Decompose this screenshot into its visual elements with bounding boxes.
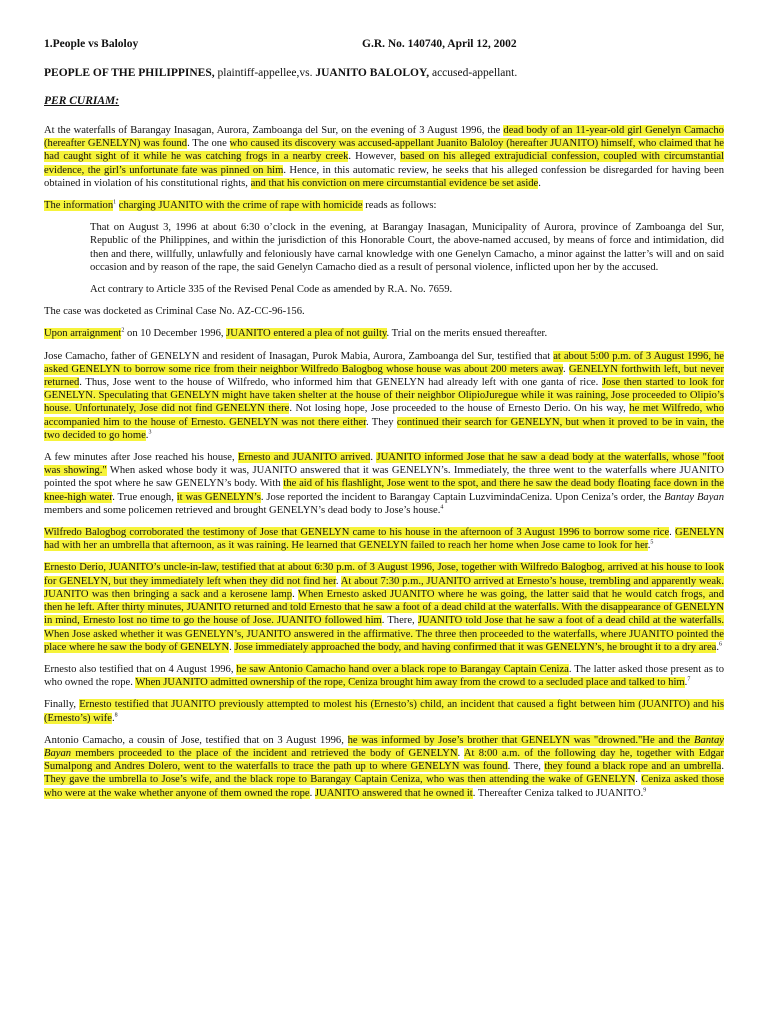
text-run: . [538,177,541,189]
text-run: Antonio Camacho, a cousin of Jose, testified that on 3 August 1996, [44,734,348,746]
highlighted-text: . After thirty minutes, JUANITO returned and told Ernesto that he saw a foot of a dead child at the waterfalls [91,602,557,614]
footnote-ref: 4 [440,504,444,511]
highlighted-text: JUANITO informed Jose that he saw a dead body at the waterfalls, whose "foot was showing." [44,452,725,477]
highlighted-text: GENELYN had with her an umbrella that afternoon, as it was raining. He learned that GENELYN failed to reach her home when Jose came to look for her [44,527,724,552]
text-run: . [335,575,341,587]
highlighted-text: Ernesto testified that JUANITO previously attempted to molest his (Ernesto’s) child, an incident that caused a fight between him (JUANITO) and his (Ernesto’s) wife [44,699,724,724]
para-ernesto-juanito-arrived [44,451,724,517]
text-run: That on August 3, 1996 at about 6:30 o’clock in the evening, at Barangay Inasagan, Municipality of Aurora, province of Zamboanga del Sur, Republic of the Philippines, and within the jurisdiction of this Honorable Court, the above-named accused, by means of force and intimidation, did then and there, willfully, unlawfully and feloniously have carnal knowledge with one Genelyn Camacho, a minor against the latter’s will and on said occasion and by reason of the rape, the said Genelyn Camacho died as a result of personal violence, inflicted upon her by the accused. [90,222,724,273]
text-run: . [716,641,720,653]
highlighted-text: at about 5:00 p.m. of 3 August 1996, he asked GENELYN to borrow some rice from their neighbor Wilfredo Balogbog whose house was about 200 meters away [44,350,724,375]
per-curiam-heading: PER CURIAM: [44,95,120,107]
highlighted-text: Upon arraignment [44,328,122,340]
highlighted-text: they found a black rope and an umbrella [544,761,722,773]
text-run: . [669,527,676,539]
text-run: . Jose reported the incident to Barangay Captain LuzvimindaCeniza. Upon Ceniza’s order, the [260,491,665,503]
text-run: . [647,540,651,552]
highlighted-text: charging JUANITO with the crime of rape with homicide [118,200,363,212]
footnote-ref: 3 [148,429,152,436]
highlighted-text: . Unfortunately, Jose did not find GENELYN there [68,403,290,415]
highlighted-text: . With the disappearance of GENELYN in mind, Ernesto lost no time to go the house of Jose. JUANITO followed him [44,602,725,627]
highlighted-text: he met Wilfredo, who accompanied him to the house of Ernesto. GENELYN was not there either [44,403,724,428]
text-run: . [684,677,688,689]
text-run: . Thus, Jose went to the house of Wilfredo, who informed him that GENELYN had already left with one ganta of rice. [79,377,602,389]
highlighted-text: When Ernesto asked JUANITO where he was going, the latter said that he would catch frogs, and then he left [44,588,725,614]
highlighted-text: At 8:00 a.m. of the following day he, together with Edgar Sumalpong and Andres Dolero, went to the waterfalls to trace the path up to where GENELYN was found [44,747,724,773]
highlighted-text: They gave the umbrella to Jose’s wife, and the black rope to Barangay Captain Ceniza, who was then attending the wake of GENELYN [44,774,636,786]
highlighted-text: Ernesto and JUANITO arrived [238,452,371,464]
case-label: 1.People vs Baloloy [44,38,139,50]
text-run: . [457,747,464,759]
para-docket [44,305,724,318]
highlighted-text: based on his alleged extrajudicial confession, coupled with circumstantial evidence, the girl’s unfortunate fate was pinned on him [44,151,724,176]
highlighted-text: Ernesto Derio, JUANITO’s uncle-in-law, testified that at about 6:30 p.m. of 3 August 1996, Jose, together with Wilfredo Balogbog, arrived at his house to look for GENELYN, but they immediately left when they did not find her [44,562,724,587]
highlighted-text: Jose immediately approached the body, and having confirmed that it was GENELYN’s, he brought it to a dry area [234,641,717,653]
accused-role: accused-appellant. [429,67,518,79]
text-run: . Hence, in this automatic review, he seeks that his alleged confession be disregarded for having been obtained in violation of his constitutional rights, [44,164,724,189]
footnote-ref: 6 [719,641,723,648]
text-run: . The one [187,138,230,150]
highlighted-text: he was informed by Jose’s brother that GENELYN was "drowned."He and the [347,734,694,746]
footnote-ref: 9 [643,787,647,793]
highlighted-text: dead body of an 11-year-old girl Genelyn Camacho (hereafter GENELYN) was found [44,125,724,150]
para-act-contrary [90,283,724,296]
highlighted-text: Jose then started to look for GENELYN [44,377,724,402]
text-run: . [111,712,115,724]
document-body [44,124,724,809]
highlighted-text: JUANITO told Jose that he saw a foot of a dead child at the waterfalls. When Jose asked whether it was GENELYN’s, JUANITO answered in the affirmative. The three then proceeded to the waterfalls, where JUANITO pointed the place where he saw the body of GENELYN [44,615,724,653]
highlighted-text: The information [44,200,114,212]
highlighted-text: Ceniza asked those who were at the wake whether anyone of them owned the rope [44,774,724,799]
highlighted-text: members proceeded to the place of the incident and retrieved the body of GENELYN [71,747,458,759]
text-run: reads as follows: [362,200,437,212]
highlighted-text: who caused its discovery was accused-appellant Juanito Baloloy (hereafter JUANITO) himself, who claimed that he had caught sight of it while he was catching frogs in a nearby creek [44,138,724,163]
highlighted-text: and that his conviction on mere circumstantial evidence be set aside [250,177,539,189]
footnote-ref: 5 [650,539,654,546]
para-quoted-information [90,221,724,274]
text-run: When asked whose body it was, JUANITO answered that it was GENELYN’s. Immediately, the three went to the waterfalls where JUANITO pointed the spot where he saw GENELYN’s body. With [44,465,724,490]
text-run: . Trial on the merits ensued thereafter. [386,328,548,340]
text-run: Finally, [44,699,80,711]
plaintiff-role: plaintiff-appellee,vs. [214,67,313,79]
text-run: . [370,452,377,464]
accused-name: JUANITO BALOLOY, [315,67,430,79]
text-run: . [563,363,569,375]
para-jose-testimony [44,350,724,442]
text-run: . True enough, [112,491,177,503]
para-antonio-testimony [44,734,724,800]
italic-text: Bantay Bayan [44,734,724,759]
para-molest [44,698,724,724]
text-run: . Thereafter Ceniza talked to JUANITO. [472,787,644,799]
text-run: . [721,761,724,773]
para-intro [44,124,724,190]
italic-text: Bantay Bayan [664,491,725,503]
footnote-ref: 8 [114,711,118,718]
plaintiff-name: PEOPLE OF THE PHILIPPINES, [44,67,215,79]
text-run: Jose Camacho, father of GENELYN and resident of Inasagan, Purok Mabia, Aurora, Zamboanga del Sur, testified that [44,350,554,362]
text-run: At the waterfalls of Barangay Inasagan, Aurora, Zamboanga del Sur, on the evening of 3 August 1996, the [44,125,504,136]
para-arraignment [44,327,724,340]
text-run: . There, [381,615,418,627]
text-run: . [229,641,235,653]
text-run: Ernesto also testified that on 4 August 1996, [44,663,237,675]
para-black-rope [44,663,724,689]
para-information [44,199,724,212]
highlighted-text: the aid of his flashlight, Jose went to the spot, and there he saw the dead body floating face down in the knee-high water [44,478,724,503]
highlighted-text: At about 7:30 p.m., JUANITO arrived at Ernesto’s house, trembling and apparently weak [340,575,722,587]
footnote-ref: 2 [121,327,125,334]
highlighted-text: JUANITO answered that he owned it [314,787,473,799]
text-run: members and some policemen retrieved and brought GENELYN’s dead body to Jose’s house. [44,504,441,516]
highlighted-text: When JUANITO admitted ownership of the rope, Ceniza brought him away from the crowd to a secluded place and talked to him [135,677,685,689]
text-run: on 10 December 1996, [124,328,227,340]
highlighted-text: he saw Antonio Camacho hand over a black rope to Barangay Captain Ceniza [236,663,569,675]
text-run: . The latter asked those present as to who owned the rope. [44,663,724,689]
gr-number: G.R. No. 140740, April 12, 2002 [362,38,517,50]
text-run [664,492,724,503]
highlighted-text: . Speculating that GENELYN might have taken shelter at the house of their neighbor OlipioJuregue while it was raining, Jose proceeded to Olipio’s house [44,390,724,415]
text-run: . [292,588,298,600]
para-ernesto-testimony [44,561,724,653]
text-run: . [309,787,315,799]
highlighted-text: it was GENELYN’s [176,491,261,503]
highlighted-text: JUANITO entered a plea of not guilty [226,328,387,340]
case-title [44,67,517,79]
text-run: The case was docketed as Criminal Case No. AZ-CC-96-156. [44,306,305,318]
text-run: . They [366,416,397,428]
text-run: . [635,774,642,786]
highlighted-text: Wilfredo Balogbog corroborated the testimony of Jose that GENELYN came to his house in the afternoon of 3 August 1996 to borrow some rice [44,527,670,539]
para-wilfredo-testimony [44,526,724,552]
highlighted-text: GENELYN forthwith left, but never returned [44,363,724,389]
highlighted-text: . JUANITO was then bringing a sack and a kerosene lamp [44,575,724,600]
document-header [44,38,724,50]
footnote-ref: 1 [113,199,117,206]
text-run: . [145,429,149,441]
text-run: . However, [348,151,401,163]
highlighted-text: continued their search for GENELYN, but when it proved to be in vain, the two decided to go home [44,416,724,441]
footnote-ref: 7 [687,676,691,683]
text-run: . Not losing hope, Jose proceeded to the house of Ernesto Derio. On his way, [289,403,630,415]
text-run: A few minutes after Jose reached his house, [44,452,239,464]
text-run: Act contrary to Article 335 of the Revised Penal Code as amended by R.A. No. 7659. [90,284,453,296]
text-run: . There, [507,761,545,773]
